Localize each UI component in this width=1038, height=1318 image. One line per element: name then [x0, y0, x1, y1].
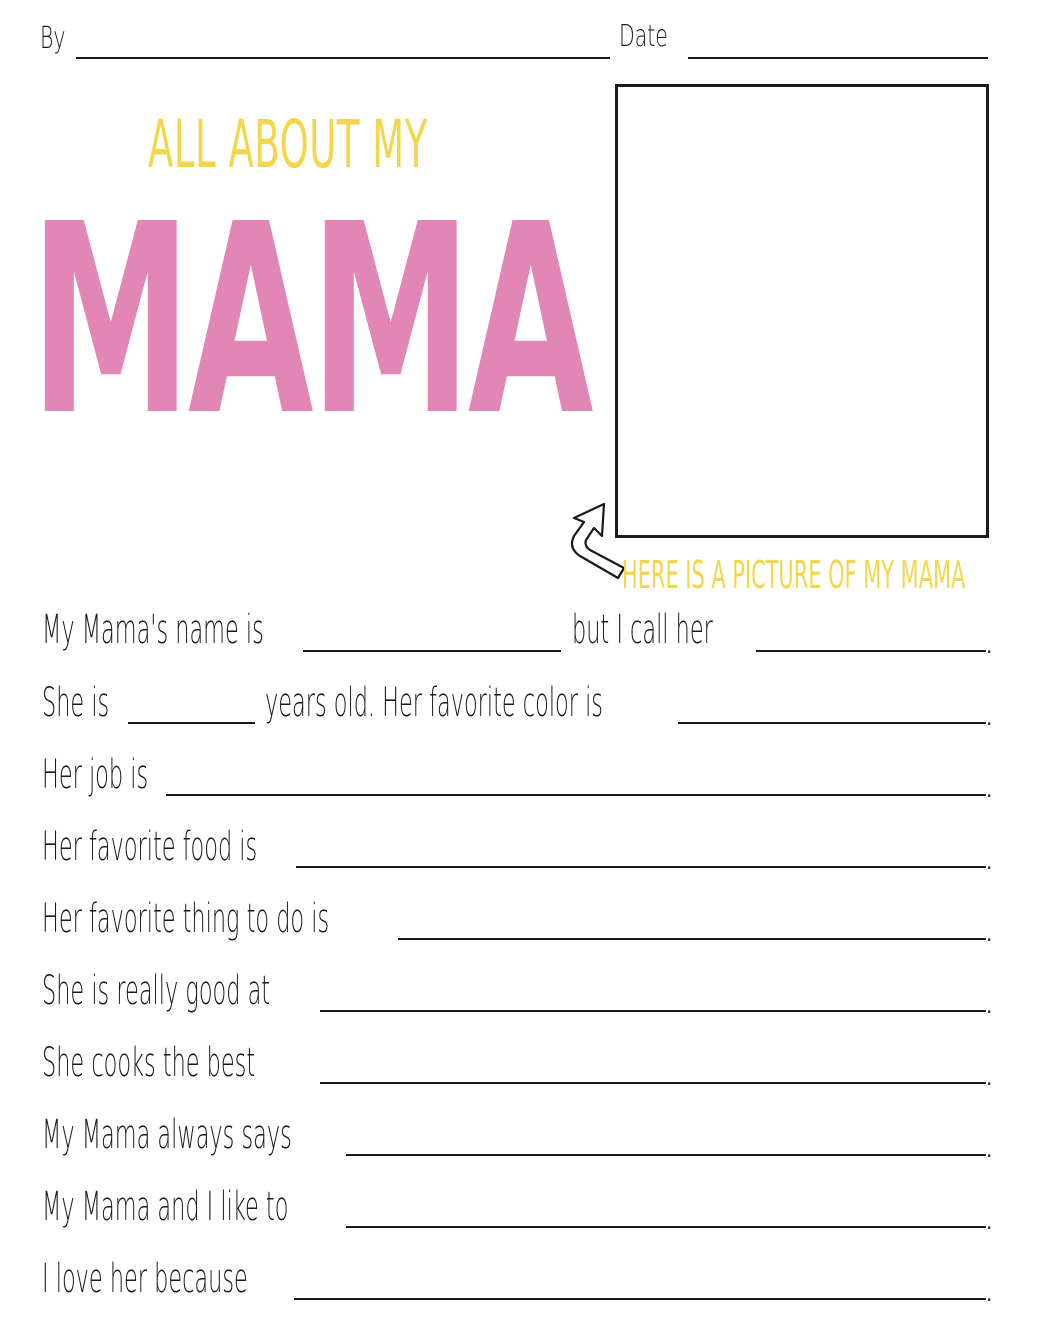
date-label: Date	[619, 19, 668, 54]
row-end-period: .	[986, 778, 993, 802]
cooks-best-field[interactable]	[320, 1082, 986, 1084]
love-because-field[interactable]	[294, 1298, 986, 1300]
prompt-favorite-thing: Her favorite thing to do is	[42, 896, 330, 942]
prompt-cooks-best: She cooks the best	[42, 1040, 256, 1086]
row-end-period: .	[986, 922, 993, 946]
prompt-favorite-food: Her favorite food is	[42, 824, 258, 870]
row-end-period: .	[986, 1138, 993, 1162]
like-to-field[interactable]	[346, 1226, 986, 1228]
date-field[interactable]	[688, 57, 988, 59]
row-end-period: .	[986, 1066, 993, 1090]
favorite-thing-field[interactable]	[398, 938, 986, 940]
prompt-job: Her job is	[42, 752, 149, 798]
good-at-field[interactable]	[320, 1010, 986, 1012]
title-subheading: ALL ABOUT MY	[148, 106, 428, 183]
row-end-period: .	[986, 1210, 993, 1234]
always-says-field[interactable]	[346, 1154, 986, 1156]
prompt-like-to: My Mama and I like to	[42, 1184, 289, 1230]
photo-frame[interactable]	[615, 84, 989, 538]
row-end-period: .	[986, 706, 993, 730]
prompt-good-at: She is really good at	[42, 968, 271, 1014]
prompt-call-her: but I call her	[572, 607, 713, 653]
prompt-always-says: My Mama always says	[42, 1112, 292, 1158]
by-label: By	[40, 21, 66, 56]
title-heading: MAMA	[30, 168, 590, 473]
author-name-field[interactable]	[76, 57, 610, 59]
age-field[interactable]	[128, 722, 255, 724]
row-end-period: .	[986, 994, 993, 1018]
job-field[interactable]	[166, 794, 986, 796]
curved-arrow-icon	[560, 500, 630, 584]
favorite-food-field[interactable]	[296, 866, 986, 868]
prompt-name: My Mama's name is	[42, 607, 264, 653]
prompt-age: She is	[42, 680, 110, 726]
nickname-field[interactable]	[756, 650, 986, 652]
row-end-period: .	[986, 1282, 993, 1306]
favorite-color-field[interactable]	[678, 722, 986, 724]
row-end-period: .	[986, 634, 993, 658]
name-field[interactable]	[303, 650, 561, 652]
photo-caption: HERE IS A PICTURE OF MY MAMA	[622, 553, 966, 597]
prompt-favorite-color: years old. Her favorite color is	[265, 680, 603, 726]
prompt-love-because: I love her because	[42, 1256, 248, 1302]
row-end-period: .	[986, 850, 993, 874]
